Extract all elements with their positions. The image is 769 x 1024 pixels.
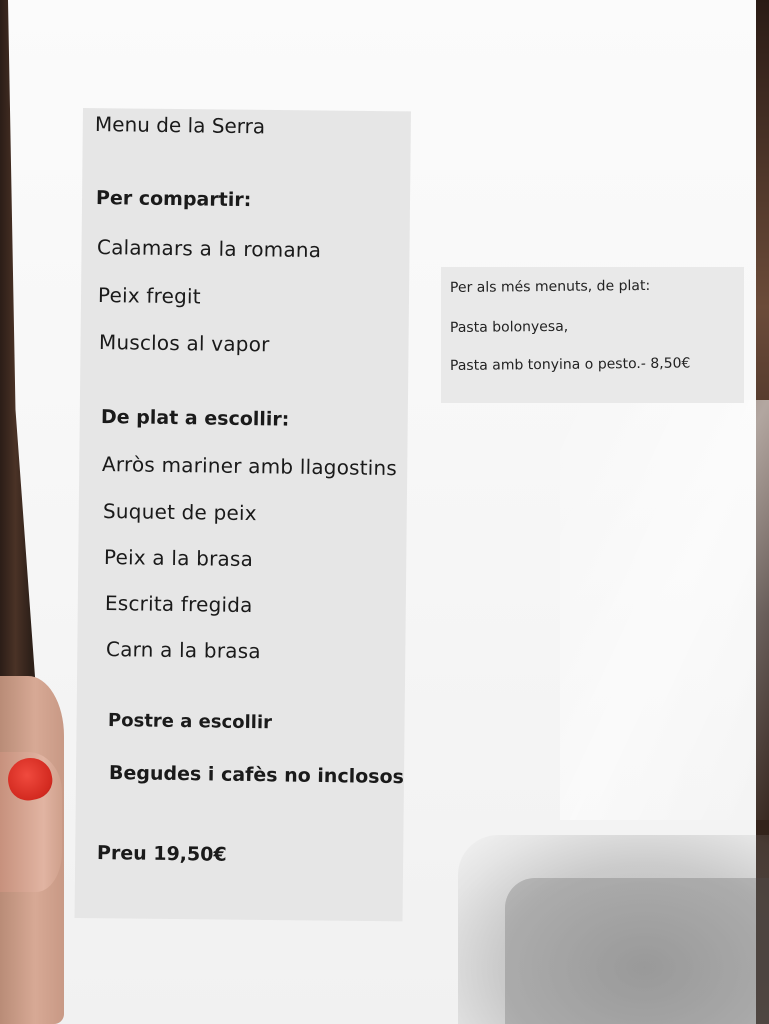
main-item: Escrita fregida [104, 591, 253, 618]
main-item: Carn a la brasa [105, 637, 261, 664]
dessert-line: Postre a escollir [107, 710, 273, 734]
share-item: Musclos al vapor [98, 330, 270, 357]
main-item: Arròs mariner amb llagostins [101, 452, 398, 481]
share-item: Peix fregit [97, 283, 201, 309]
share-item: Calamars a la romana [96, 235, 322, 263]
section-heading-share: Per compartir: [95, 187, 252, 212]
light-reflection [560, 400, 769, 820]
phone-shadow-core [505, 878, 769, 1024]
kids-heading: Per als més menuts, de plat: [449, 277, 651, 296]
drinks-note: Begudes i cafès no inclosos [108, 762, 405, 789]
main-item: Peix a la brasa [103, 545, 254, 572]
menu-price: Preu 19,50€ [96, 842, 227, 866]
kids-item: Pasta amb tonyina o pesto.- 8,50€ [449, 355, 691, 374]
menu-title: Menu de la Serra [94, 112, 266, 139]
kids-item: Pasta bolonyesa, [449, 318, 569, 336]
main-item: Suquet de peix [102, 499, 257, 526]
section-heading-main: De plat a escollir: [100, 406, 290, 431]
